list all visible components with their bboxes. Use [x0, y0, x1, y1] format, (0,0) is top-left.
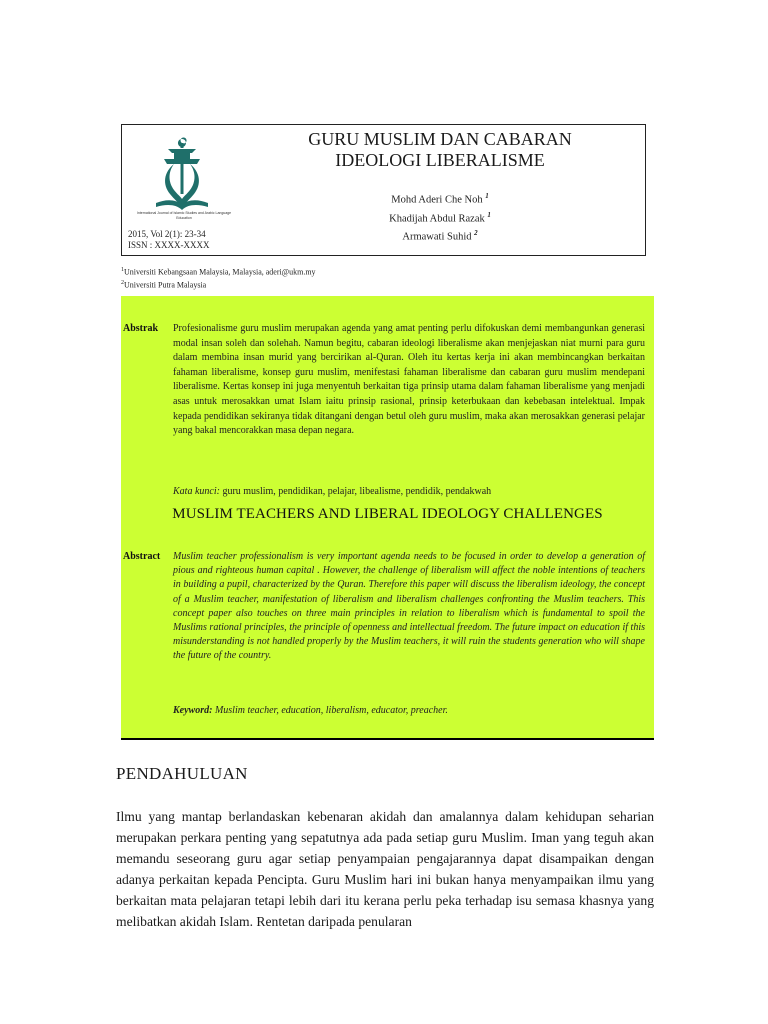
english-title: MUSLIM TEACHERS AND LIBERAL IDEOLOGY CHALLENGES [172, 506, 603, 522]
affiliations [121, 265, 316, 290]
abstract-text: Muslim teacher professionalism is very important agenda needs to be focused in order to develop a generation of pious and righteous human capital . However, the challenge of liberalism will affect the noble intentions of teachers in building a pupil, characterized by the Quran. Therefore this paper will discuss the liberalism ideology, the concept of a Muslim teacher, manifestation of liberalism and liberalism challenges confronting the Muslim teachers. This concept paper also touches on three main principles in relation to liberalism which is fundamental to spoil the Muslims rational principles, the principle of openness and intellectual freedom. The future impact on education if this misunderstanding is not handled properly by the Muslim teachers, it will ruin the students generation who will shape the future of the country. [173, 551, 645, 662]
author-list [330, 189, 550, 245]
article-header-box [121, 124, 646, 256]
abstract-label: Abstract [123, 551, 161, 562]
author: Armawati Suhid $^2$ [402, 229, 478, 243]
affiliation-text: Universiti Kebangsaan Malaysia, Malaysia, aderi@ukm.my [124, 267, 316, 277]
affiliation-text: Universiti Putra Malaysia [124, 280, 207, 290]
author: Mohd Aderi Che Noh $^1$ [391, 192, 489, 206]
abstrak-label: Abstrak [123, 323, 159, 334]
issue-meta [128, 229, 210, 250]
kata-kunci: Kata kunci: guru muslim, pendidikan, pelajar, libealisme, pendidik, pendakwah [173, 486, 492, 497]
abstrak-text: Profesionalisme guru muslim merupakan agenda yang amat penting perlu difokuskan demi membangunkan generasi modal insan soleh dan solehah. Namun begitu, cabaran ideologi liberalisme akan menjejaskan niat murni para guru dalam membina insan murid yang bercirikan al-Quran. Oleh itu kertas kerja ini akan membincangkan berkaitan fahaman liberalisme, konsep guru muslim, menifestasi fahaman liberalisme dan cabaran guru muslim mendepani liberalisme. Kertas konsep ini juga menyentuh berkaitan tiga prinsip utama dalam fahaman liberalisme yang menjadi asas untuk merosakkan umat Islam iaitu prinsip rasional, prinsip keterbukaan dan kebebasan intelektual. Impak kepada pendidikan sekiranya tidak ditangani dengan betul oleh guru muslim, maka akan merosakkan generasi pelajar yang bakal mencorakkan masa depan negara. [173, 323, 645, 437]
article-title [270, 129, 610, 171]
volume-info: 2015, Vol 2(1): 23-34 [128, 229, 206, 239]
author: Khadijah Abdul Razak $^1$ [389, 210, 491, 224]
affiliation: $^1$Universiti Kebangsaan Malaysia, Malaysia, aderi@ukm.my [121, 267, 316, 277]
section-heading: PENDAHULUAN [116, 764, 248, 783]
issn: ISSN : XXXX-XXXX [128, 239, 210, 250]
intro-paragraph: Ilmu yang mantap berlandaskan kebenaran akidah dan amalannya dalam kehidupan seharian merupakan perkara penting yang sepatutnya ada pada setiap guru Muslim. Iman yang teguh akan memandu seseorang guru agar setiap penyampaian pengajarannya dapat disampaikan dengan adanya perkaitan kepada Pencipta. Guru Muslim hari ini bukan hanya menyampaikan ilmu yang berkaitan mata pelajaran tetapi lebih dari itu kerana perlu peka terhadap isu semasa khasnya yang melibatkan akidah Islam. Rentetan daripada penularan [116, 809, 654, 930]
title-line-1: GURU MUSLIM DAN CABARAN [308, 129, 572, 149]
affiliation: $^2$Universiti Putra Malaysia [121, 279, 207, 290]
abstract-box [121, 296, 654, 740]
title-line-2: IDEOLOGI LIBERALISME [335, 150, 545, 170]
journal-name: International Journal of Islamic Studies and Arabic Language Education [136, 211, 232, 220]
keywords-en: Keyword: Muslim teacher, education, liberalism, educator, preacher. [173, 705, 448, 716]
